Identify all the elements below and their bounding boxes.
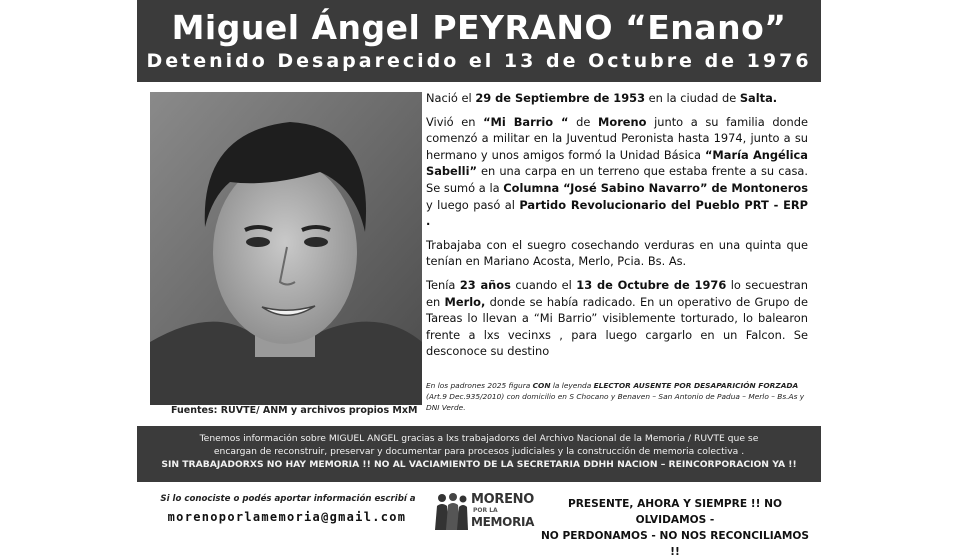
text-run: en una carpa en un terreno que estaba frente a su casa. Se sumó a la	[426, 164, 808, 195]
memorial-sheet	[137, 0, 821, 558]
banner-demand: SIN TRABAJADORXS NO HAY MEMORIA !! NO AL VACIAMIENTO DE LA SECRETARIA DDHH NACION – REINCORPORACION YA !!	[161, 459, 797, 470]
contact-email[interactable]: morenoporlamemoria@gmail.com	[167, 510, 407, 524]
text-run: donde se había radicado. En un operativo de Grupo de Tareas lo llevan a “Mi Barrio” visiblemente torturado, lo balearon frente a lxs vecinxs , para luego cargarlo en un Falcon. Se desconoce su destino	[426, 294, 808, 359]
emphasized-text: ELECTOR AUSENTE POR DESAPARICIÓN FORZADA	[593, 381, 799, 390]
contact-lead-text: Si lo conociste o podés aportar información escribí a	[160, 494, 416, 504]
archive-credit-banner	[137, 426, 821, 482]
text-run: cuando el	[510, 277, 577, 292]
slogan	[535, 496, 815, 560]
emphasized-text: Columna “José Sabino Navarro” de Montoneros	[503, 180, 808, 195]
bio-paragraph-militancy	[426, 114, 808, 230]
footer	[137, 482, 821, 558]
text-run: Vivió en	[426, 114, 484, 129]
emphasized-text: CON	[532, 381, 551, 390]
person-name-title: Miguel Ángel PEYRANO “Enano”	[171, 8, 787, 47]
emphasized-text: 13 de Octubre de 1976	[576, 277, 727, 292]
emphasized-text: Merlo,	[444, 294, 486, 309]
logo-text-memoria: MEMORIA	[471, 515, 535, 529]
emphasized-text: 29 de Septiembre de 1953	[475, 91, 646, 105]
bio-paragraph-birth	[426, 90, 808, 107]
text-run: en la ciudad de	[645, 91, 740, 105]
slogan-line-2: NO PERDONAMOS - NO NOS RECONCILIAMOS !!	[540, 530, 810, 558]
biography	[426, 90, 808, 367]
logo-text-por-la: POR LA	[473, 507, 498, 514]
emphasized-text: Partido Revolucionario del Pueblo PRT - ERP .	[426, 197, 808, 229]
header-bar	[137, 0, 821, 82]
text-run: Trabajaba con el suegro cosechando verduras en una quinta que tenían en Mariano Acosta, Merlo, Pcia. Bs. As.	[426, 237, 808, 269]
emphasized-text: Moreno	[598, 114, 647, 129]
moreno-por-la-memoria-logo	[433, 488, 535, 534]
bio-paragraph-work	[426, 237, 808, 270]
text-run: (Art.9 Dec.935/2010) con domicilio en S Chocano y Benaven – San Antonio de Padua – Merlo – Bs.As y DNI Verde.	[426, 392, 805, 412]
text-run: la leyenda	[550, 381, 594, 390]
emphasized-text: “María Angélica Sabelli”	[426, 147, 808, 179]
banner-line-2: encargan de reconstruir, preservar y documentar para procesos judiciales y la construcción de memoria colectiva .	[213, 446, 745, 457]
text-run: junto a su familia donde comenzó a militar en la Juventud Peronista hasta 1974, junto a su hermano y unos amigos formó la Unidad Básica	[426, 114, 808, 162]
emphasized-text: 23 años	[459, 277, 511, 292]
emphasized-text: “Mi Barrio “	[483, 114, 569, 129]
text-run: Tenía	[426, 277, 460, 292]
text-run: En los padrones 2025 figura	[426, 381, 533, 390]
emphasized-text: Salta.	[739, 91, 778, 105]
text-run: lo secuestran en	[426, 277, 809, 309]
logo-emblem-icon	[433, 490, 469, 530]
text-run: Nació el	[426, 91, 476, 105]
disappearance-subtitle: Detenido Desaparecido el 13 de Octubre de 1976	[146, 50, 812, 72]
text-run: y luego pasó al	[426, 197, 520, 212]
banner-line-1: Tenemos información sobre MIGUEL ANGEL gracias a lxs trabajadorxs del Archivo Nacional de la Memoria / RUVTE que se	[199, 433, 759, 444]
portrait-image	[150, 92, 422, 405]
bio-paragraph-kidnapping	[426, 277, 808, 360]
slogan-line-1: PRESENTE, AHORA Y SIEMPRE !! NO OLVIDAMOS -	[568, 498, 782, 526]
text-run: de	[568, 114, 599, 129]
electoral-roll-note	[426, 380, 811, 413]
photo-sources-caption: Fuentes: RUVTE/ ANM y archivos propios MxM	[171, 405, 418, 416]
portrait-photo	[150, 92, 422, 405]
logo-text-moreno: MORENO	[471, 492, 535, 507]
